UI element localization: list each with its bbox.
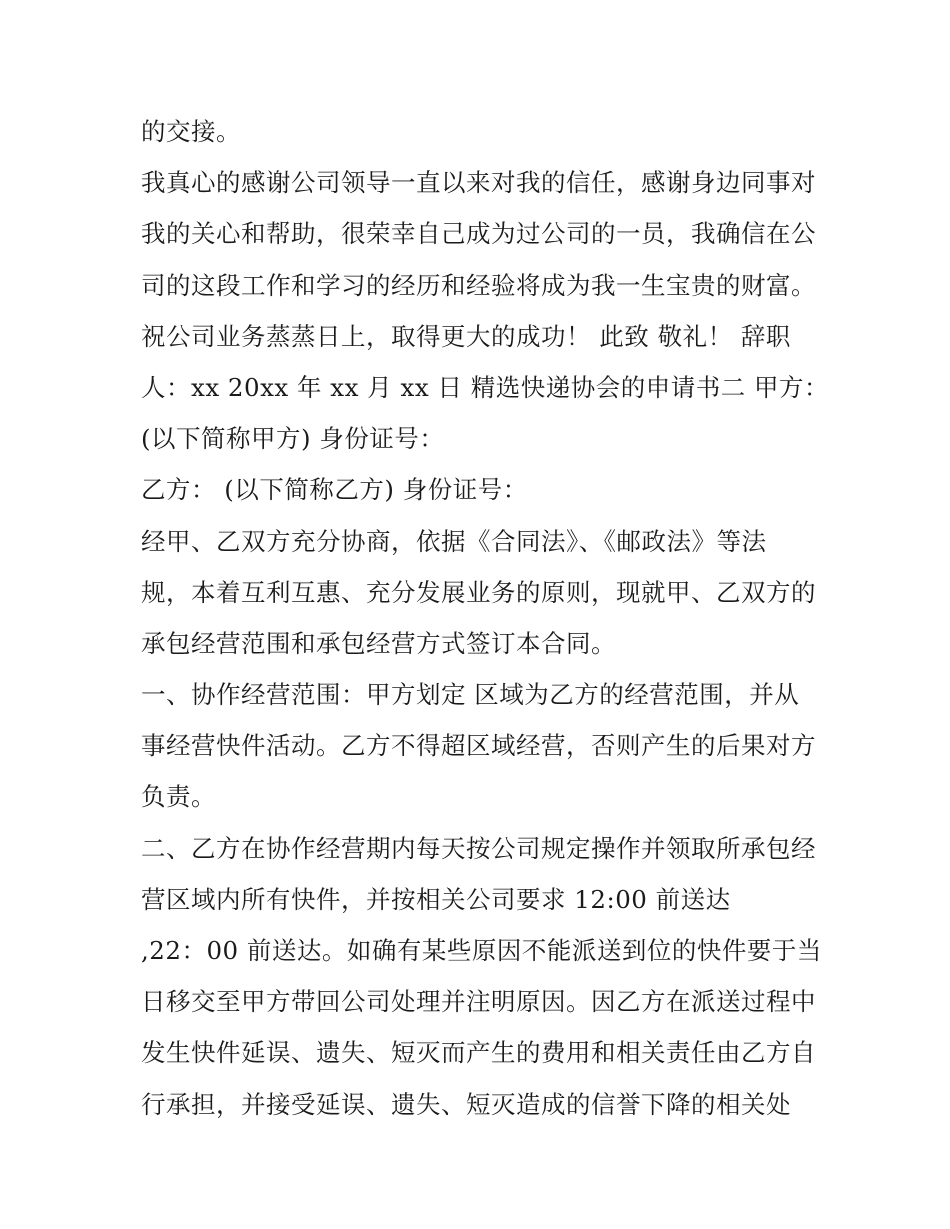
- text-line: ,22：00 前送达。如确有某些原因不能派送到位的快件要于当: [141, 936, 822, 965]
- text-line: 司的这段工作和学习的经历和经验将成为我一生宝贵的财富。: [141, 270, 816, 300]
- text-line: 乙方： (以下简称乙方) 身份证号：: [141, 475, 528, 505]
- text-line: 经甲、乙双方充分协商，依据《合同法》、《邮政法》等法: [141, 526, 767, 556]
- text-line: 营区域内所有快件，并按相关公司要求 12:00 前送达: [141, 884, 731, 914]
- text-line: 发生快件延误、遗失、短灭而产生的费用和相关责任由乙方自: [141, 1038, 816, 1068]
- text-line: 一、协作经营范围：甲方划定 区域为乙方的经营范围，并从: [141, 680, 800, 710]
- text-line: 行承担，并接受延误、遗失、短灭造成的信誉下降的相关处: [141, 1089, 791, 1119]
- text-line: 我真心的感谢公司领导一直以来对我的信任，感谢身边同事对: [141, 168, 816, 198]
- text-line: 事经营快件活动。乙方不得超区域经营，否则产生的后果对方: [141, 731, 816, 761]
- text-line: 负责。: [141, 782, 216, 812]
- text-line: 祝公司业务蒸蒸日上，取得更大的成功！ 此致 敬礼！ 辞职: [141, 321, 791, 351]
- text-line: 我的关心和帮助，很荣幸自己成为过公司的一员，我确信在公: [141, 219, 816, 249]
- text-line: (以下简称甲方) 身份证号：: [141, 424, 445, 454]
- text-line: 日移交至甲方带回公司处理并注明原因。因乙方在派送过程中: [141, 987, 816, 1017]
- text-line: 的交接。: [141, 117, 241, 146]
- text-line: 规，本着互利互惠、充分发展业务的原则，现就甲、乙双方的: [141, 577, 816, 607]
- text-line: 人：xx 20xx 年 xx 月 xx 日 精选快递协会的申请书二 甲方：: [141, 372, 830, 402]
- text-line: 二、乙方在协作经营期内每天按公司规定操作并领取所承包经: [141, 833, 816, 863]
- text-line: 承包经营范围和承包经营方式签订本合同。: [141, 628, 616, 658]
- body-text: [141, 106, 830, 1130]
